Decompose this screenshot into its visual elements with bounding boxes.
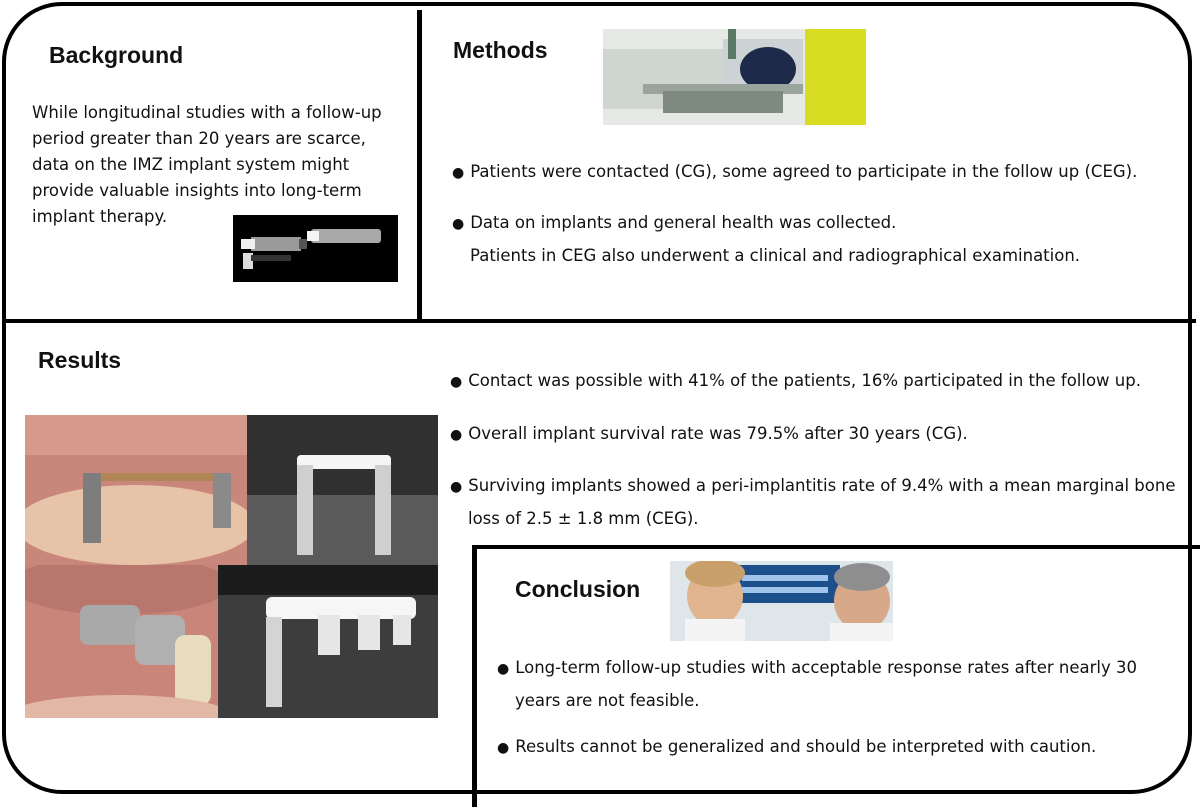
clinical-photo-crown <box>25 565 218 718</box>
conclusion-heading: Conclusion <box>515 576 641 602</box>
conclusion-bullet-1 <box>497 652 1137 716</box>
methods-bullet-2-cont: Patients in CEG also underwent a clinical and radiographical examination. <box>470 246 1081 265</box>
background-text: While longitudinal studies with a follow-up period greater than 20 years are scarce, data on the IMZ implant system might provide valuable insights into long-term implant therapy. <box>32 103 382 226</box>
bullet-dot: ● <box>497 661 510 677</box>
vertical-divider <box>417 10 422 322</box>
background-heading: Background <box>49 42 184 68</box>
results-bullet-3-cont: loss of 2.5 ± 1.8 mm (CEG). <box>468 509 699 528</box>
conclusion-bullet-1-cont: years are not feasible. <box>515 691 700 710</box>
results-bullet-2-text: Overall implant survival rate was 79.5% after 30 years (CG). <box>468 424 968 443</box>
conclusion-bullet-2-text: Results cannot be generalized and should be interpreted with caution. <box>515 737 1097 756</box>
results-bullet-3-text: Surviving implants showed a peri-implantitis rate of 9.4% with a mean marginal bone <box>468 476 1176 495</box>
methods-bullet-1-text: Patients were contacted (CG), some agreed to participate in the follow up (CEG). <box>470 162 1138 181</box>
conclusion-bullet-1-text: Long-term follow-up studies with acceptable response rates after nearly 30 <box>515 658 1137 677</box>
bullet-dot: ● <box>497 740 510 756</box>
results-heading: Results <box>38 347 122 373</box>
methods-heading: Methods <box>453 37 548 63</box>
bullet-dot: ● <box>452 216 465 232</box>
results-bullet-3 <box>450 470 1175 534</box>
dental-clinic-photo <box>603 29 866 125</box>
conclusion-bullet-2 <box>497 731 1096 764</box>
xray-bar <box>247 415 438 565</box>
implant-photo <box>233 215 398 282</box>
results-bullet-1-text: Contact was possible with 41% of the patients, 16% participated in the follow up. <box>468 371 1141 390</box>
methods-bullet-2 <box>452 207 1080 271</box>
clinical-photo-bar <box>25 415 247 565</box>
bullet-dot: ● <box>450 374 463 390</box>
horizontal-divider <box>4 319 1196 323</box>
bullet-dot: ● <box>450 427 463 443</box>
xray-crown <box>218 565 438 718</box>
results-bullet-1 <box>450 365 1141 398</box>
doctors-photo <box>670 561 893 641</box>
bullet-dot: ● <box>452 165 465 181</box>
methods-bullet-2-text: Data on implants and general health was collected. <box>470 213 897 232</box>
results-bullet-2 <box>450 418 968 451</box>
bullet-dot: ● <box>450 479 463 495</box>
methods-bullet-1 <box>452 156 1137 189</box>
